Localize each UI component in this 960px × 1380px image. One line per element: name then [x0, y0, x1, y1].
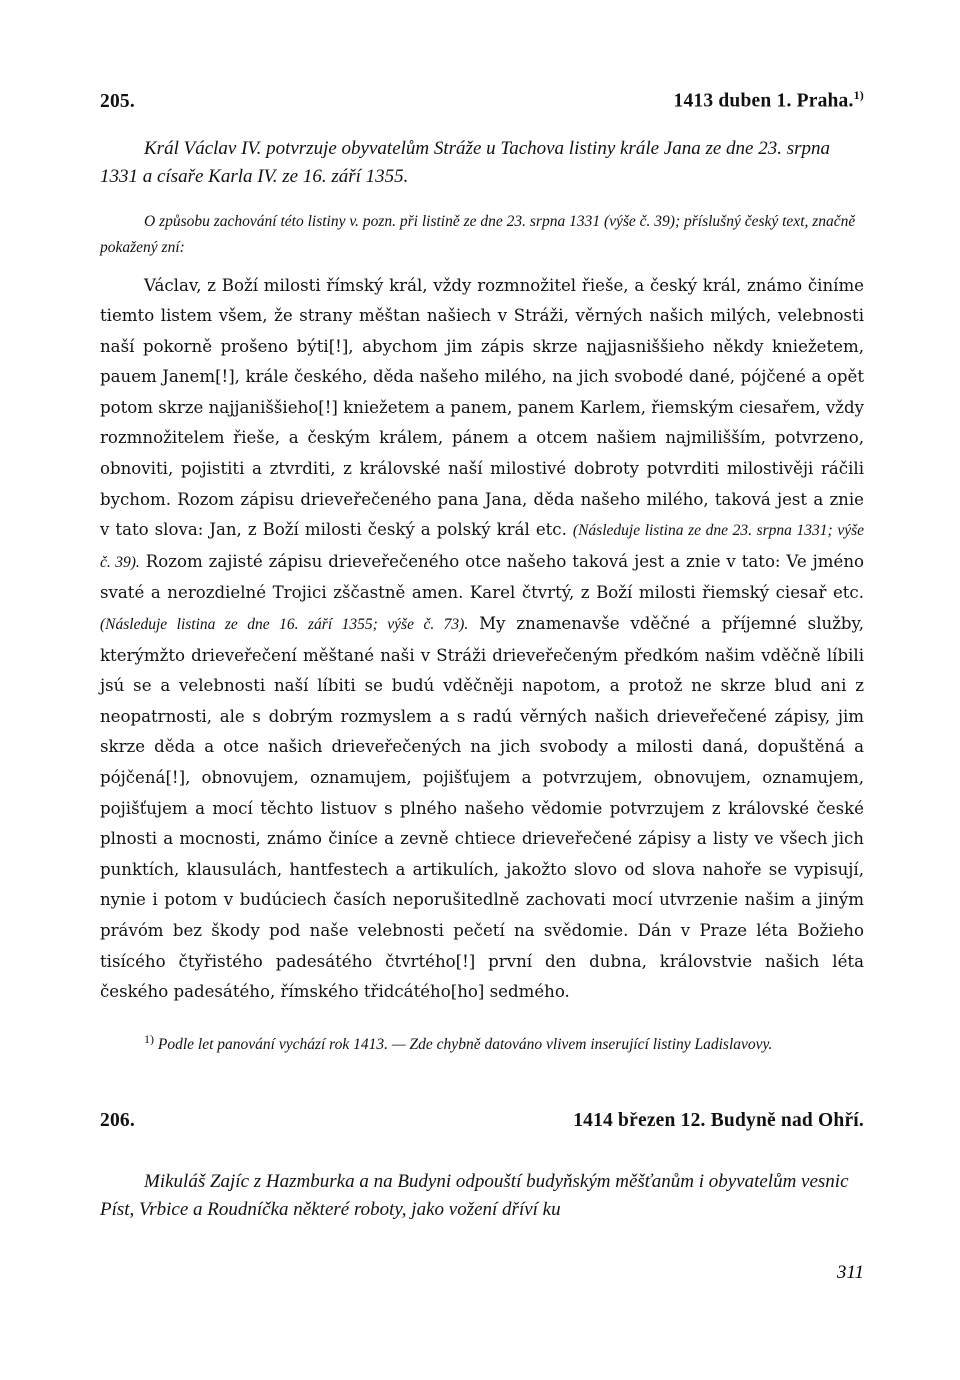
entry-205-text-part3: My znamenavše vděčné a příjemné služby, kterýmžto drieveřečení měštané naši v Stráži drieveřečeným předkóm našim vděčně líbili jsú se a velebnosti naší líbiti se budú vděčněji napotom, a protož ne skrze blud ani z neopatrnosti, ale s dobrým rozmyslem a s radú věrných našich drieveřečené zápisy, jim skrze děda a otce našich drieveřečených na jich svobody a milosti daná, dopuštěná a pójčená[!], obnovujem, oznamujem, pojišťujem a potvrzujem, obnovujem, oznamujem, pojišťujem a mocí těchto listuov s plného našeho vědomie potvrzujem z královské české plnosti a mocnosti, známo činíce a zevně chtiece drieveřečené zápisy a listy ve všech jich punktích, klausulách, hantfestech a artikulích, jakožto slovo od slova nahoře se vypisují, nynie i potom v budúciech časích neporušitedlně zachovati mocí utvrzenie našim a jiným právóm bez škody pod naše velebnosti pečetí na svědomie. Dán v Praze léta Božieho tisícého čtyřistého padesátého čtvrtého[!] první den dubna, královstvie našich léta českého padesátého, římského třidcátého[ho] sedmého. — [100, 614, 864, 1002]
entry-205-text-part2: Rozom zajisté zápisu drieveřečeného otce našeho taková jest a znie v tato: Ve jméno svaté a nerozdielné Trojici zščastně amen. Karel čtvrtý, z Boží milosti řiemský ciesař etc. — [100, 551, 864, 603]
footnote-mark: 1) — [144, 1031, 154, 1046]
entry-206-number: 206. — [100, 1109, 135, 1131]
page-number: 311 — [836, 1262, 864, 1283]
entry-205-footnote-ref: 1) — [853, 88, 864, 102]
entry-205-header — [100, 88, 864, 113]
entry-206-header — [100, 1110, 864, 1132]
entry-206-date-place: 1414 březen 12. Budyně nad Ohří. — [573, 1109, 864, 1131]
entry-205-inline-note-1: (Následuje listina ze dne 23. srpna 1331; výše č. 39). — [100, 522, 864, 571]
entry-205-date-place: 1413 duben 1. Praha.$^{1)}$ — [673, 88, 864, 112]
entry-205-regest: Král Václav IV. potvrzuje obyvatelům Stráže u Tachova listiny krále Jana ze dne 23. srpna 1331 a císaře Karla IV. ze 16. září 1355. — [100, 137, 831, 187]
document-page — [100, 88, 864, 1224]
entry-206-regest: Mikuláš Zajíc z Hazmburka a na Budyni odpouští budyňským měšťanům i obyvatelům vesnic Píst, Vrbice a Roudníčka některé roboty, jako vožení dříví ku — [100, 1170, 849, 1220]
entry-205-note: O způsobu zachování této listiny v. pozn. při listině ze dne 23. srpna 1331 (výše č. 39); příslušný český text, značně pokažený zní: — [100, 212, 856, 256]
footnote-text: Podle let panování vychází rok 1413. — Zde chybně datováno vlivem inserující listiny Ladislavovy. — [157, 1035, 773, 1053]
entry-205-inline-note-2: (Následuje listina ze dne 16. září 1355; výše č. 73). — [100, 616, 469, 634]
entry-205-footnote — [100, 1026, 864, 1058]
entry-205-text-part1: Václav, z Boží milosti římský král, vždy rozmnožitel řieše, a český král, známo činíme tiemto listem všem, že strany měštan našiech v Stráži, věrných našich milých, velebnosti naší pokorně prošeno býti[!], abychom jim zápis skrze najjasniššieho někdy kniežetem, pauem Janem[!], krále českého, děda našeho milého, na jich svobodé dané, pójčené a opět potom skrze najjaniššieho[!] kniežetem a panem, panem Karlem, řiemským ciesařem, vždy rozmnožitelem řieše, a českým králem, pánem a otcem našiem najmilišším, potvrzeno, obnoviti, pojistiti a ztvrditi, z královské naší milostivé dobroty potvrditi milostivěji ráčili bychom. Rozom zápisu drieveřečeného pana Jana, děda našeho milého, taková jest a znie v tato slova: Jan, z Boží milosti český a polský král etc. — [100, 275, 864, 540]
entry-205-text — [100, 271, 864, 1008]
entry-205-number: 205. — [100, 90, 135, 112]
